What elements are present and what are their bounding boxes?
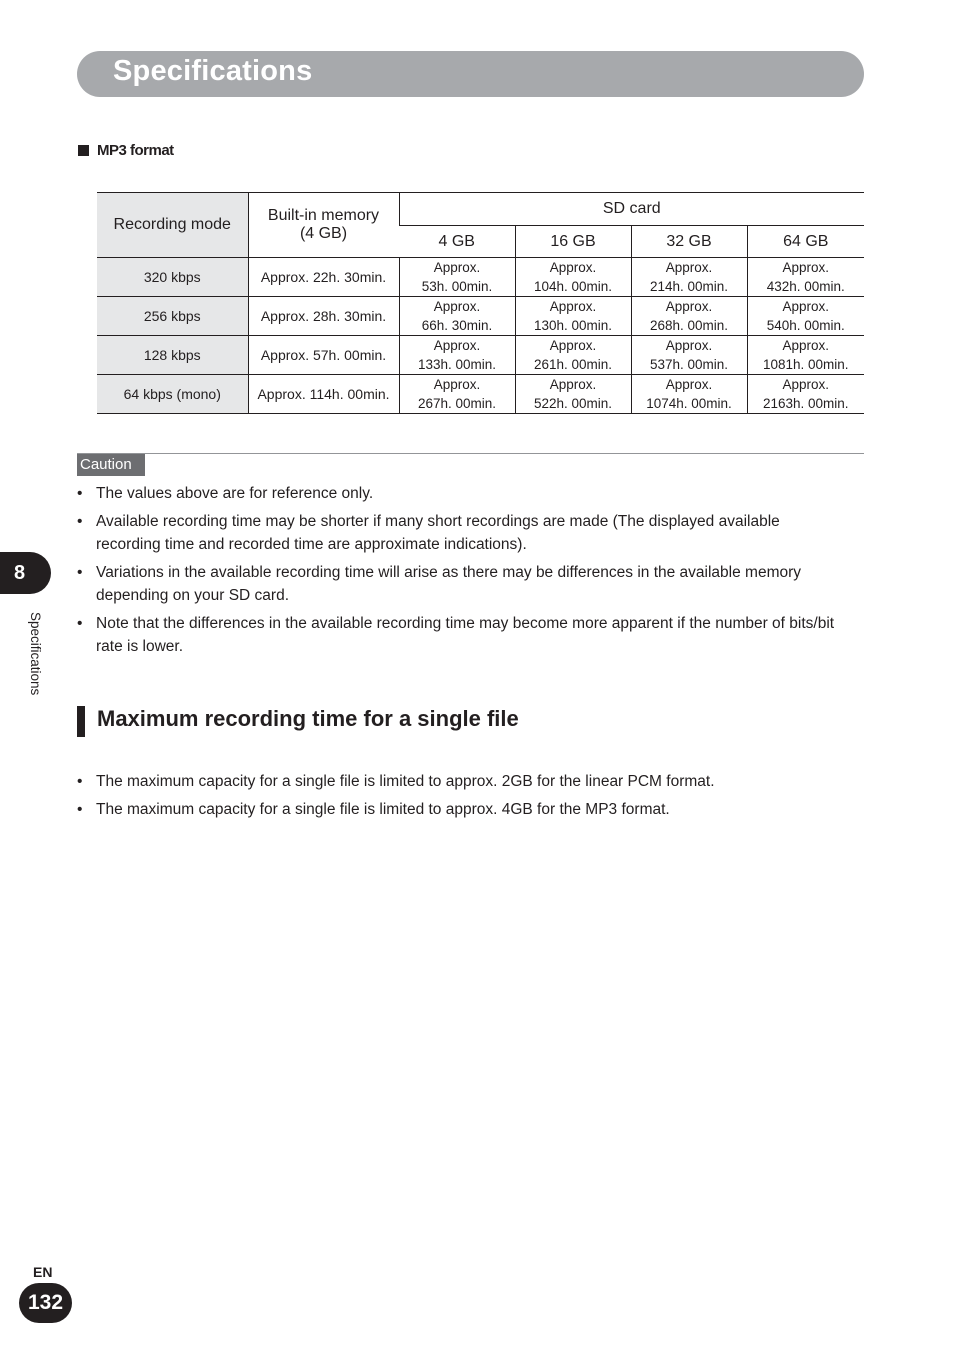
cell-sd-card-line: Approx. <box>549 299 597 314</box>
cell-sd-card <box>631 375 747 414</box>
header-builtin-line1: Built-in memory <box>267 207 380 224</box>
cell-sd-card-line: 1081h. 00min. <box>762 357 849 372</box>
table-row <box>97 336 864 375</box>
cell-sd-card-line: 130h. 00min. <box>533 318 613 333</box>
list-item <box>77 561 847 607</box>
list-item-text: Note that the differences in the available recording time may become more apparent if the number of bits/bit rate is lower. <box>96 615 835 655</box>
cell-sd-card-line: 104h. 00min. <box>533 279 613 294</box>
cell-sd-card <box>631 336 747 375</box>
cell-sd-card-line: 1074h. 00min. <box>646 396 732 411</box>
bullet-dot: • <box>77 485 83 502</box>
table-row <box>97 258 864 297</box>
header-builtin-line2: (4 GB) <box>299 225 348 242</box>
cell-sd-card-line: Approx. <box>549 377 597 392</box>
cell-sd-card-line: Approx. <box>433 338 481 353</box>
bullet-dot: • <box>77 773 83 790</box>
cell-sd-card-line: 66h. 30min. <box>421 318 493 333</box>
cell-sd-card-line: 53h. 00min. <box>421 279 493 294</box>
header-sd-card: SD card <box>399 193 864 226</box>
list-item-text: Variations in the available recording time will arise as there may be differences in the available memory depending on your SD card. <box>96 564 802 604</box>
cell-sd-card <box>399 258 515 297</box>
cell-sd-card <box>515 258 631 297</box>
cell-sd-card-line: Approx. <box>549 260 597 275</box>
cell-sd-card <box>515 375 631 414</box>
section-label-text: MP3 format <box>97 142 174 159</box>
cell-sd-card <box>747 336 864 375</box>
cell-sd-card-line: Approx. <box>782 377 830 392</box>
cell-recording-mode: 128 kbps <box>97 336 248 375</box>
cell-sd-card-line: 2163h. 00min. <box>762 396 849 411</box>
cell-sd-card-line: Approx. <box>782 299 830 314</box>
cell-recording-mode: 64 kbps (mono) <box>97 375 248 414</box>
caution-list <box>77 482 847 663</box>
cell-sd-card-line: 133h. 00min. <box>417 357 497 372</box>
cell-builtin-memory: Approx. 28h. 30min. <box>248 297 399 336</box>
cell-sd-card-line: 268h. 00min. <box>649 318 729 333</box>
page-title-bar <box>77 51 864 97</box>
cell-sd-card-line: 537h. 00min. <box>649 357 729 372</box>
cell-sd-card <box>747 375 864 414</box>
cell-sd-card-line: Approx. <box>782 338 830 353</box>
cell-builtin-memory: Approx. 57h. 00min. <box>248 336 399 375</box>
list-item <box>77 510 847 556</box>
list-item-text: Available recording time may be shorter if many short recordings are made (The displayed available recording time and recorded time are approximate indications). <box>96 513 780 553</box>
list-item-text: The maximum capacity for a single file is limited to approx. 2GB for the linear PCM format. <box>96 773 715 790</box>
cell-sd-card-line: Approx. <box>665 299 713 314</box>
heading-bar-icon <box>77 706 85 737</box>
chapter-tab: 8 <box>0 552 51 594</box>
cell-sd-card-line: 267h. 00min. <box>417 396 497 411</box>
list-item-text: The maximum capacity for a single file is limited to approx. 4GB for the MP3 format. <box>96 801 670 818</box>
cell-sd-card <box>399 375 515 414</box>
bullet-dot: • <box>77 615 83 632</box>
list-item-text: The values above are for reference only. <box>96 485 374 502</box>
list-item <box>77 612 847 658</box>
cell-sd-card-line: 214h. 00min. <box>649 279 729 294</box>
cell-builtin-memory: Approx. 114h. 00min. <box>248 375 399 414</box>
cell-sd-card <box>515 297 631 336</box>
cell-sd-card <box>399 297 515 336</box>
bullet-dot: • <box>77 801 83 818</box>
cell-sd-card-line: 540h. 00min. <box>766 318 845 333</box>
cell-sd-card <box>747 258 864 297</box>
cell-sd-card <box>747 297 864 336</box>
cell-sd-card-line: Approx. <box>665 260 713 275</box>
list-item <box>77 482 847 505</box>
cell-recording-mode: 320 kbps <box>97 258 248 297</box>
bullet-dot: • <box>77 564 83 581</box>
mp3-recording-time-table <box>97 192 864 414</box>
cell-sd-card <box>631 297 747 336</box>
cell-sd-card-line: Approx. <box>433 299 481 314</box>
square-bullet-icon <box>78 145 89 156</box>
section-label <box>78 142 174 159</box>
header-recording-mode: Recording mode <box>97 193 248 258</box>
cell-sd-card-line: 261h. 00min. <box>533 357 613 372</box>
cell-sd-card-line: 432h. 00min. <box>766 279 845 294</box>
cell-sd-card <box>515 336 631 375</box>
header-sd-size: 16 GB <box>515 226 631 258</box>
cell-sd-card <box>631 258 747 297</box>
cell-sd-card-line: Approx. <box>433 260 481 275</box>
cell-builtin-memory: Approx. 22h. 30min. <box>248 258 399 297</box>
header-sd-size: 64 GB <box>747 226 864 258</box>
max-file-heading: Maximum recording time for a single file <box>97 706 519 731</box>
cell-sd-card-line: Approx. <box>665 338 713 353</box>
table-row <box>97 375 864 414</box>
page-number: 132 <box>19 1283 72 1323</box>
list-item <box>77 798 847 821</box>
language-label: EN <box>33 1264 53 1280</box>
cell-recording-mode: 256 kbps <box>97 297 248 336</box>
side-chapter-label: Specifications <box>28 612 43 696</box>
cell-sd-card <box>399 336 515 375</box>
cell-sd-card-line: Approx. <box>782 260 830 275</box>
caution-badge: Caution <box>77 454 145 476</box>
caution-divider <box>77 453 864 454</box>
page-title: Specifications <box>113 55 313 87</box>
list-item <box>77 770 847 793</box>
max-file-list <box>77 770 847 826</box>
table-row <box>97 297 864 336</box>
bullet-dot: • <box>77 513 83 530</box>
header-sd-size: 4 GB <box>399 226 515 258</box>
cell-sd-card-line: Approx. <box>665 377 713 392</box>
cell-sd-card-line: Approx. <box>433 377 481 392</box>
header-sd-size: 32 GB <box>631 226 747 258</box>
cell-sd-card-line: Approx. <box>549 338 597 353</box>
cell-sd-card-line: 522h. 00min. <box>533 396 613 411</box>
header-builtin-memory <box>248 193 399 258</box>
